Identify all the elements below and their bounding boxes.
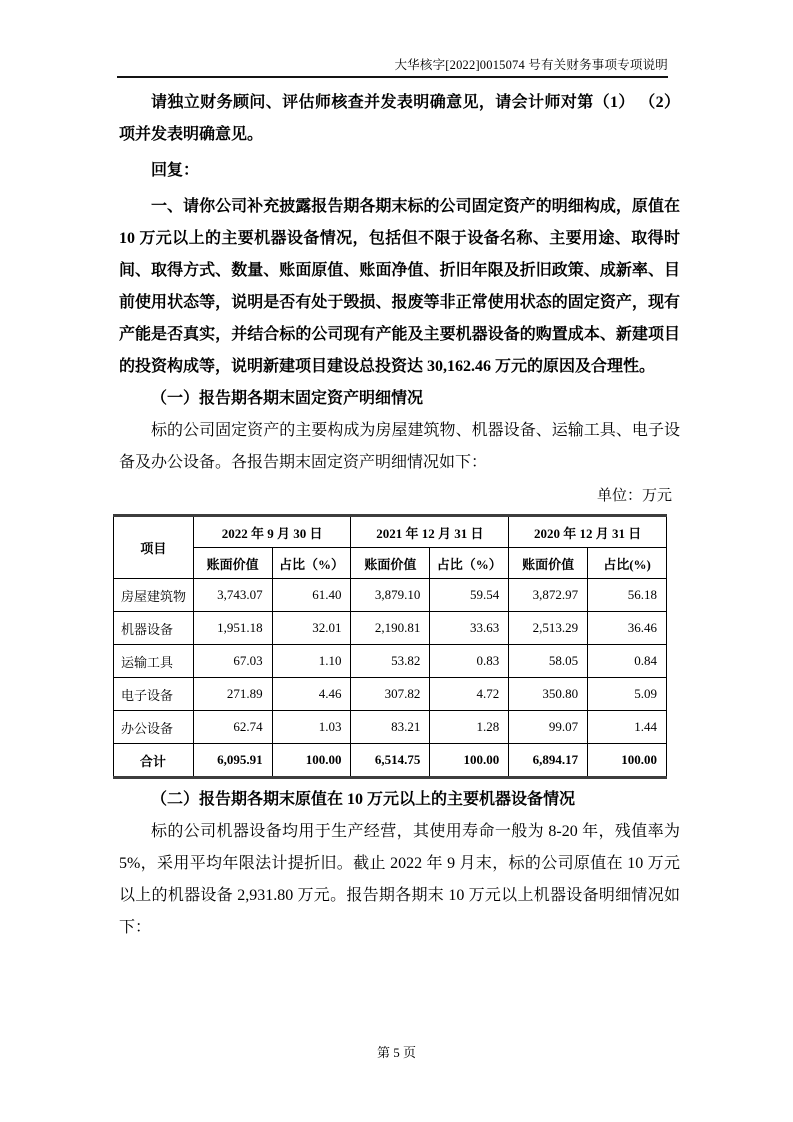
- section2-paragraph: 标的公司机器设备均用于生产经营，其使用寿命一般为 8-20 年，残值率为 5%，采用平均年限法计提折旧。截止 2022 年 9 月末，标的公司原值在 10 万元以上的机器设备 2,931.80 万元。报告期各期末 10 万元以上机器设备明细情况如下：: [119, 823, 680, 936]
- value-cell: 4.46: [272, 678, 351, 711]
- value-cell: 1.28: [430, 711, 509, 744]
- column-header-book-value: 账面价值: [351, 548, 430, 579]
- header-rule: [117, 76, 668, 78]
- value-cell: 6,095.91: [193, 744, 272, 778]
- value-cell: 350.80: [509, 678, 588, 711]
- table-header-row-periods: [114, 516, 667, 548]
- value-cell: 3,743.07: [193, 579, 272, 612]
- table-row: [114, 645, 667, 678]
- table-row: [114, 711, 667, 744]
- value-cell: 6,514.75: [351, 744, 430, 778]
- value-cell: 2,513.29: [509, 612, 588, 645]
- question-paragraph: 一、请你公司补充披露报告期各期末标的公司固定资产的明细构成，原值在 10 万元以上的主要机器设备情况，包括但不限于设备名称、主要用途、取得时间、取得方式、数量、账面原值、账面净值、折旧年限及折旧政策、成新率、目前使用状态等，说明是否有处于毁损、报废等非正常使用状态的固定资产，现有产能是否真实，并结合标的公司现有产能及主要机器设备的购置成本、新建项目的投资构成等，说明新建项目建设总投资达 30,162.46 万元的原因及合理性。: [119, 198, 680, 375]
- value-cell: 6,894.17: [509, 744, 588, 778]
- value-cell: 56.18: [588, 579, 667, 612]
- page-number: 第 5 页: [376, 1045, 416, 1060]
- section-heading-1: （一）报告期各期末固定资产明细情况: [151, 390, 424, 407]
- item-cell: 办公设备: [114, 711, 194, 744]
- item-cell: 电子设备: [114, 678, 194, 711]
- item-cell: 房屋建筑物: [114, 579, 194, 612]
- column-header-ratio: 占比(%): [588, 548, 667, 579]
- value-cell: 0.84: [588, 645, 667, 678]
- value-cell: 100.00: [430, 744, 509, 778]
- value-cell: 99.07: [509, 711, 588, 744]
- document-header-title: 大华核字[2022]0015074 号有关财务事项专项说明: [394, 58, 668, 72]
- request-paragraph: 请独立财务顾问、评估师核查并发表明确意见，请会计师对第（1） （2）项并发表明确意见。: [119, 94, 680, 143]
- item-cell: 机器设备: [114, 612, 194, 645]
- section1-paragraph: 标的公司固定资产的主要构成为房屋建筑物、机器设备、运输工具、电子设备及办公设备。各报告期末固定资产明细情况如下：: [119, 422, 680, 471]
- value-cell: 307.82: [351, 678, 430, 711]
- column-header-period-2022: 2022 年 9 月 30 日: [193, 516, 351, 548]
- value-cell: 83.21: [351, 711, 430, 744]
- value-cell: 1.03: [272, 711, 351, 744]
- column-header-ratio: 占比（%）: [430, 548, 509, 579]
- table-row: [114, 678, 667, 711]
- table-body: [114, 579, 667, 778]
- value-cell: 4.72: [430, 678, 509, 711]
- value-cell: 0.83: [430, 645, 509, 678]
- value-cell: 36.46: [588, 612, 667, 645]
- section-heading-2: （二）报告期各期末原值在 10 万元以上的主要机器设备情况: [151, 791, 576, 808]
- table-row: [114, 612, 667, 645]
- value-cell: 62.74: [193, 711, 272, 744]
- value-cell: 3,879.10: [351, 579, 430, 612]
- value-cell: 67.03: [193, 645, 272, 678]
- fixed-assets-table: [113, 514, 667, 779]
- value-cell: 5.09: [588, 678, 667, 711]
- value-cell: 1.44: [588, 711, 667, 744]
- column-header-ratio: 占比（%）: [272, 548, 351, 579]
- value-cell: 32.01: [272, 612, 351, 645]
- column-header-period-2021: 2021 年 12 月 31 日: [351, 516, 509, 548]
- column-header-book-value: 账面价值: [193, 548, 272, 579]
- document-body: [119, 87, 680, 944]
- value-cell: 53.82: [351, 645, 430, 678]
- table-header-row-measures: [114, 548, 667, 579]
- value-cell: 61.40: [272, 579, 351, 612]
- item-cell: 合计: [114, 744, 194, 778]
- table-row: [114, 579, 667, 612]
- column-header-period-2020: 2020 年 12 月 31 日: [509, 516, 667, 548]
- column-header-book-value: 账面价值: [509, 548, 588, 579]
- value-cell: 3,872.97: [509, 579, 588, 612]
- item-cell: 运输工具: [114, 645, 194, 678]
- table-row: [114, 744, 667, 778]
- unit-label: 单位：万元: [596, 488, 672, 504]
- value-cell: 271.89: [193, 678, 272, 711]
- value-cell: 1.10: [272, 645, 351, 678]
- value-cell: 100.00: [588, 744, 667, 778]
- column-header-item: 项目: [114, 516, 194, 579]
- value-cell: 33.63: [430, 612, 509, 645]
- value-cell: 1,951.18: [193, 612, 272, 645]
- value-cell: 2,190.81: [351, 612, 430, 645]
- value-cell: 100.00: [272, 744, 351, 778]
- value-cell: 58.05: [509, 645, 588, 678]
- reply-label: 回复：: [151, 162, 200, 179]
- value-cell: 59.54: [430, 579, 509, 612]
